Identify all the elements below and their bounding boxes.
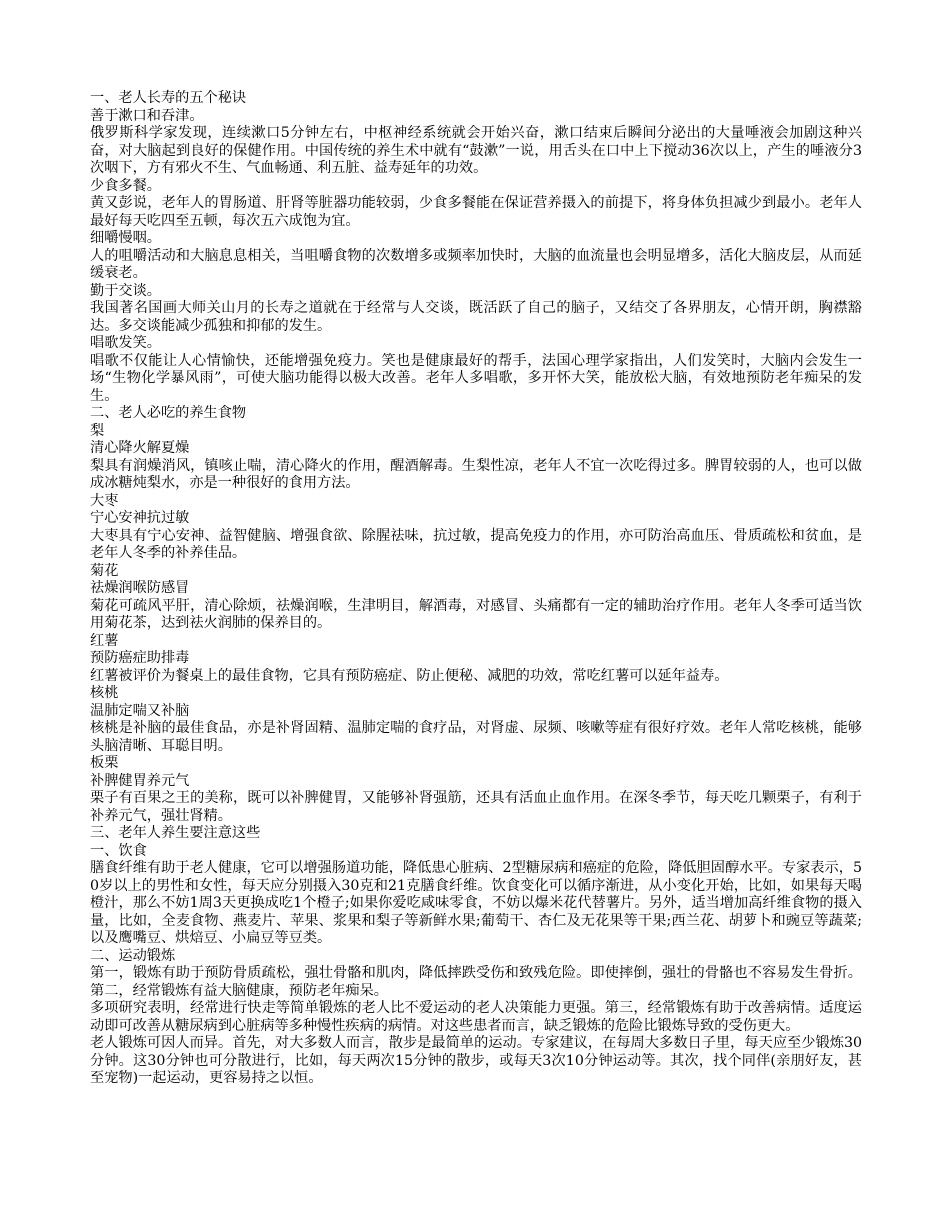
subheading-rinse-mouth: 善于漱口和吞津。 [90, 107, 204, 124]
paragraph-sing-laugh: 唱歌不仅能让人心情愉快，还能增强免疫力。笑也是健康最好的帮手，法国心理学家指出，人们发笑时，大脑内会发生一场“生物化学暴风雨”，可使大脑功能得以极大改善。老年人多唱歌，多开怀大笑，能放松大脑，有效地预防老年痴呆的发生。 [90, 352, 862, 404]
paragraph-exercise-3: 老人锻炼可因人而异。首先，对大多数人而言，散步是最简单的运动。专家建议，在每周大多数日子里，每天应至少锻炼30分钟。这30分钟也可分散进行，比如，每天两次15分钟的散步，或每天3次10分钟运动等。其次，找个同伴(亲朋好友，甚至宠物)一起运动，更容易持之以恒。 [90, 1035, 862, 1086]
paragraph-small-meals: 黄又彭说，老年人的胃肠道、肝肾等脏器功能较弱，少食多餐能在保证营养摄入的前提下，将身体负担减少到最小。老年人最好每天吃四至五顿，每次五六成饱为宜。 [90, 195, 862, 229]
food-name-sweet-potato: 红薯 [90, 632, 119, 649]
heading-healthy-foods: 二、老人必吃的养生食物 [90, 405, 247, 421]
food-description-sweet-potato: 红薯被评价为餐桌上的最佳食物，它具有预防癌症、防止便秘、减肥的功效，常吃红薯可以延年益寿。 [90, 667, 729, 684]
subheading-sing-laugh: 唱歌发笑。 [90, 335, 161, 351]
food-description-pear: 梨具有润燥消风，镇咳止喘，清心降火的作用，醒酒解毒。生梨性凉，老年人不宜一次吃得过多。脾胃较弱的人，也可以做成冰糖炖梨水，亦是一种很好的食用方法。 [90, 457, 862, 491]
food-description-walnut: 核桃是补脑的最佳食品，亦是补肾固精、温肺定喘的食疗品，对肾虚、尿频、咳嗽等症有很好疗效。老年人常吃核桃，能够头脑清晰、耳聪目明。 [90, 720, 862, 754]
paragraph-talk-often: 我国著名国画大师关山月的长寿之道就在于经常与人交谈，既活跃了自己的脑子，又结交了各界朋友，心情开朗，胸襟豁达。多交谈能减少孤独和抑郁的发生。 [90, 300, 862, 334]
food-description-chestnut: 栗子有百果之王的美称，既可以补脾健胃，又能够补肾强筋，还具有活血止血作用。在深冬季节，每天吃几颗栗子，有利于补养元气，强壮肾精。 [90, 790, 862, 824]
food-name-jujube: 大枣 [90, 492, 119, 509]
food-name-chrysanthemum: 菊花 [90, 562, 119, 579]
food-benefit-chrysanthemum: 祛燥润喉防感冒 [90, 580, 190, 596]
food-description-jujube: 大枣具有宁心安神、益智健脑、增强食欲、除腥祛味，抗过敏，提高免疫力的作用，亦可防治高血压、骨质疏松和贫血，是老年人冬季的补养佳品。 [90, 527, 862, 561]
subheading-small-meals: 少食多餐。 [90, 177, 161, 194]
paragraph-exercise-2: 多项研究表明，经常进行快走等简单锻炼的老人比不爱运动的老人决策能力更强。第三，经常锻炼有助于改善病情。适度运动即可改善从糖尿病到心脏病等多种慢性疾病的病情。对这些患者而言，缺乏锻炼的危险比锻炼导致的受伤更大。 [90, 1000, 862, 1034]
food-benefit-jujube: 宁心安神抗过敏 [90, 510, 190, 526]
food-name-pear: 梨 [90, 422, 105, 439]
food-benefit-walnut: 温肺定喘又补脑 [90, 702, 190, 719]
paragraph-rinse-mouth: 俄罗斯科学家发现，连续漱口5分钟左右，中枢神经系统就会开始兴奋，漱口结束后瞬间分泌出的大量唾液会加剧这种兴奋，对大脑起到良好的保健作用。中国传统的养生术中就有“鼓漱”一说，用舌头在口中上下搅动36次以上，产生的唾液分3次咽下，方有邪火不生、气血畅通、利五脏、益寿延年的功效。 [90, 125, 862, 176]
subheading-exercise: 二、运动锻炼 [90, 947, 176, 964]
subheading-talk-often: 勤于交谈。 [90, 282, 161, 299]
document-body [90, 90, 862, 1088]
paragraph-exercise-1: 第一，锻炼有助于预防骨质疏松，强壮骨骼和肌肉，降低摔跌受伤和致残危险。即使摔倒，强壮的骨骼也不容易发生骨折。第二，经常锻炼有益大脑健康，预防老年痴呆。 [90, 965, 862, 999]
subheading-chew-slowly: 细嚼慢咽。 [90, 230, 161, 246]
paragraph-diet: 膳食纤维有助于老人健康，它可以增强肠道功能，降低患心脏病、2型糖尿病和癌症的危险，降低胆固醇水平。专家表示，50岁以上的男性和女性，每天应分别摄入30克和21克膳食纤维。饮食变化可以循序渐进，从小变化开始，比如，如果每天喝橙汁，那么不妨1周3天更换成吃1个橙子;如果你爱吃咸味零食，不妨以爆米花代替薯片。另外，适当增加高纤维食物的摄入量，比如，全麦食物、燕麦片、苹果、浆果和梨子等新鲜水果;葡萄干、杏仁及无花果等干果;西兰花、胡萝卜和豌豆等蔬菜;以及鹰嘴豆、烘焙豆、小扁豆等豆类。 [90, 860, 862, 946]
paragraph-chew-slowly: 人的咀嚼活动和大脑息息相关，当咀嚼食物的次数增多或频率加快时，大脑的血流量也会明显增多，活化大脑皮层，从而延缓衰老。 [90, 247, 862, 281]
food-benefit-pear: 清心降火解夏燥 [90, 440, 190, 456]
heading-health-notes: 三、老年人养生要注意这些 [90, 825, 261, 841]
food-description-chrysanthemum: 菊花可疏风平肝，清心除烦，祛燥润喉，生津明目，解酒毒，对感冒、头痛都有一定的辅助治疗作用。老年人冬季可适当饮用菊花茶，达到祛火润肺的保养目的。 [90, 597, 862, 631]
food-name-walnut: 核桃 [90, 685, 119, 701]
subheading-diet: 一、饮食 [90, 842, 147, 859]
food-benefit-chestnut: 补脾健胃养元气 [90, 772, 190, 789]
food-name-chestnut: 板栗 [90, 755, 119, 771]
food-benefit-sweet-potato: 预防癌症助排毒 [90, 650, 190, 666]
heading-longevity-secrets: 一、老人长寿的五个秘诀 [90, 90, 247, 106]
